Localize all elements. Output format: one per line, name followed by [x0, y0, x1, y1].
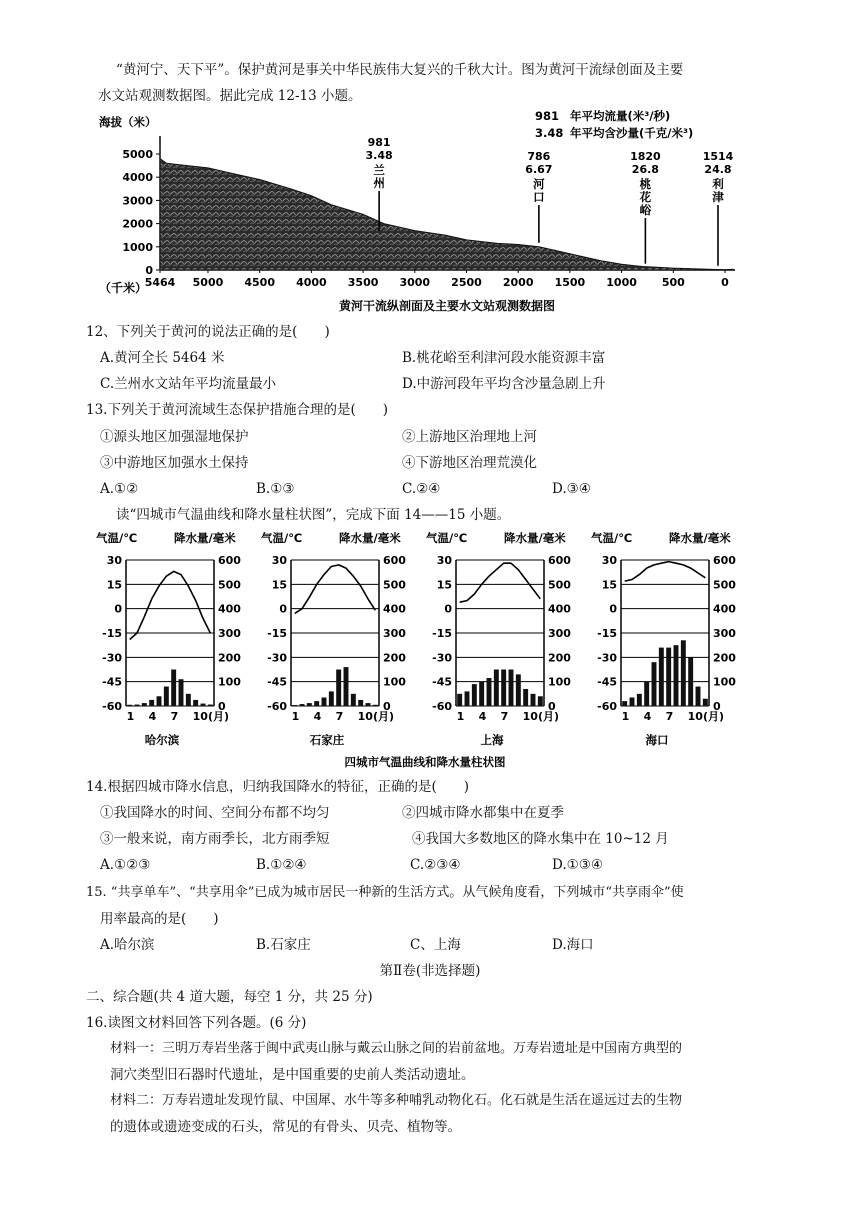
- station-sediment: 24.8: [704, 163, 732, 176]
- temp-tick-label: -60: [432, 700, 452, 713]
- climate-chart-title: 四城市气温曲线和降水量柱状图: [344, 755, 506, 769]
- precip-bar: [149, 700, 154, 706]
- temp-tick-label: 15: [601, 578, 617, 592]
- precip-bar: [666, 648, 671, 706]
- temp-tick-label: -15: [432, 627, 452, 640]
- temp-tick-label: 0: [279, 602, 287, 616]
- temp-axis-label: 气温/℃: [426, 531, 468, 545]
- precip-axis-label: 降水量/毫米: [174, 531, 236, 545]
- precip-bar: [344, 667, 349, 706]
- temperature-curve: [295, 565, 376, 614]
- station-flow: 1820: [630, 150, 661, 163]
- station-name-char: 州: [373, 176, 385, 190]
- precip-tick-label: 600: [548, 554, 571, 567]
- part2-heading: 二、综合题(共 4 道大题，每空 1 分，共 25 分): [86, 989, 373, 1005]
- profile-x-tick-label: 4500: [244, 276, 275, 289]
- precip-tick-label: 500: [383, 578, 406, 592]
- station-sediment: 26.8: [631, 163, 659, 176]
- q14-option-d: D.①③④: [552, 857, 603, 873]
- temp-tick-label: -15: [267, 627, 287, 640]
- q14-item-4: ④我国大多数地区的降水集中在 10~12 月: [412, 831, 669, 847]
- temp-tick-label: -60: [267, 700, 287, 713]
- month-tick-label: 1: [126, 710, 135, 723]
- precip-bar: [622, 701, 627, 706]
- precip-bar: [142, 703, 147, 706]
- profile-y-tick-label: 4000: [122, 171, 153, 185]
- month-tick-label: 10(月): [687, 710, 725, 723]
- intro-line-1: “黄河宁、天下平”。保护黄河是事关中华民族伟大复兴的千秋大计。图为黄河干流绿创面及主要: [116, 62, 684, 78]
- q15-stem-line-1: 15. “共享单车”、“共享用伞”已成为城市居民一种新的生活方式。从气候角度看，下列城市“共享雨伞”使: [86, 885, 684, 900]
- profile-y-tick-label: 5000: [122, 148, 153, 161]
- precip-bar: [487, 678, 492, 706]
- month-tick-label: 10(月): [522, 710, 560, 723]
- q13-item-3: ③中游地区加强水土保持: [100, 455, 249, 471]
- station-flow: 981: [367, 136, 391, 149]
- q14-stem: 14.根据四城市降水信息，归纳我国降水的特征，正确的是( ): [86, 779, 470, 795]
- month-tick-label: 10(月): [192, 710, 230, 723]
- q15-stem-line-2: 用率最高的是( ): [100, 911, 219, 927]
- precip-bar: [179, 679, 184, 706]
- temp-tick-label: 15: [106, 578, 122, 592]
- legend-flow-value: 981: [535, 109, 560, 123]
- q16-material2-line-1: 材料二：万寿岩遗址发现竹鼠、中国犀、水牛等多种哺乳动物化石。化石就是生活在遥远过去的生物: [110, 1093, 683, 1108]
- station-name-char: 桃: [639, 177, 652, 191]
- temp-tick-label: 15: [436, 578, 452, 592]
- temperature-curve: [460, 563, 541, 602]
- month-tick-label: 10(月): [357, 710, 395, 723]
- precip-tick-label: 400: [218, 602, 241, 616]
- month-tick-label: 1: [621, 710, 630, 723]
- station-flow: 1514: [702, 150, 734, 163]
- month-tick-label: 4: [643, 710, 652, 723]
- q13-item-2: ②上游地区治理地上河: [402, 429, 537, 445]
- month-tick-label: 4: [478, 710, 487, 723]
- precip-bar: [688, 657, 693, 706]
- month-tick-label: 7: [170, 710, 179, 723]
- month-tick-label: 4: [148, 710, 157, 723]
- month-tick-label: 4: [313, 710, 322, 723]
- precip-tick-label: 200: [383, 651, 406, 665]
- city-name: 上海: [480, 733, 504, 747]
- precip-bar: [208, 705, 213, 706]
- temp-tick-label: -15: [597, 627, 617, 640]
- precip-tick-label: 500: [218, 578, 241, 592]
- precip-bar: [494, 670, 499, 707]
- precip-tick-label: 0: [713, 700, 721, 713]
- q12-option-a: A.黄河全长 5464 米: [100, 350, 225, 366]
- q14-option-a: A.①②③: [100, 857, 151, 873]
- precip-bar: [479, 682, 484, 706]
- four-city-climate-chart: [90, 528, 760, 774]
- q14-item-3: ③一般来说，南方雨季长，北方雨季短: [100, 831, 330, 847]
- precip-bar: [659, 648, 664, 706]
- precip-bar: [516, 674, 521, 706]
- q13-option-a: A.①②: [100, 481, 139, 497]
- precip-tick-label: 400: [713, 602, 736, 616]
- precip-tick-label: 0: [218, 700, 226, 713]
- q13-stem: 13.下列关于黄河流域生态保护措施合理的是( ): [86, 402, 389, 418]
- station-4: [703, 150, 734, 266]
- temp-tick-label: 15: [271, 578, 287, 592]
- station-name-char: 津: [712, 190, 724, 204]
- precip-tick-label: 200: [218, 651, 241, 665]
- profile-y-tick-label: 0: [145, 264, 153, 277]
- month-tick-label: 1: [456, 710, 465, 723]
- month-tick-label: 7: [335, 710, 344, 723]
- q16-material1-line-2: 洞穴类型旧石器时代遗址，是中国重要的史前人类活动遗址。: [110, 1067, 475, 1083]
- precip-bar: [300, 704, 305, 706]
- precip-bar: [457, 694, 462, 706]
- q14-item-1: ①我国降水的时间、空间分布都不均匀: [100, 805, 330, 821]
- profile-x-tick-label: 3500: [347, 276, 379, 289]
- precip-tick-label: 100: [548, 675, 571, 689]
- station-name-char: 利: [712, 177, 724, 191]
- q12-option-d: D.中游河段年平均含沙量急剧上升: [402, 376, 606, 392]
- station-2: [525, 150, 552, 243]
- profile-x-tick-label: 1000: [606, 276, 637, 289]
- precip-tick-label: 0: [383, 700, 391, 713]
- precip-bar: [538, 696, 543, 706]
- legend-sediment-value: 3.48: [535, 126, 564, 140]
- precip-bar: [644, 682, 649, 706]
- city-name: 海口: [645, 733, 669, 747]
- precip-bar: [373, 705, 378, 706]
- temperature-curve: [130, 571, 211, 639]
- climate-panel-2: [261, 531, 406, 747]
- month-tick-label: 7: [500, 710, 509, 723]
- temp-tick-label: 0: [114, 602, 122, 616]
- q15-option-b: B.石家庄: [256, 937, 311, 953]
- profile-x-tick-label: 2000: [502, 276, 534, 289]
- precip-axis-label: 降水量/毫米: [339, 531, 401, 545]
- precip-bar: [186, 694, 191, 706]
- month-tick-label: 1: [291, 710, 300, 723]
- section2-title: 第Ⅱ卷(非选择题): [379, 963, 481, 979]
- precip-bar: [157, 696, 162, 706]
- precip-bar: [322, 697, 327, 706]
- q12-option-b: B.桃花峪至利津河段水能资源丰富: [402, 350, 606, 366]
- profile-x-tick-label: 5464: [144, 276, 176, 289]
- q13-item-4: ④下游地区治理荒漠化: [402, 455, 537, 471]
- temp-tick-label: -30: [432, 651, 452, 665]
- precip-bar: [637, 694, 642, 706]
- precip-tick-label: 300: [548, 627, 571, 640]
- q13-option-b: B.①③: [256, 481, 295, 497]
- precip-tick-label: 100: [218, 675, 241, 689]
- q12-stem: 12、下列关于黄河的说法正确的是( ): [86, 324, 330, 340]
- precip-bar: [292, 705, 297, 706]
- precip-tick-label: 400: [383, 602, 406, 616]
- q12-option-c: C.兰州水文站年平均流量最小: [100, 376, 277, 392]
- precip-bar: [531, 694, 536, 706]
- station-sediment: 6.67: [525, 163, 553, 176]
- city-name: 石家庄: [309, 733, 345, 747]
- q14-option-b: B.①②④: [256, 857, 307, 873]
- profile-y-tick-label: 3000: [122, 194, 153, 208]
- profile-x-tick-label: 500: [661, 276, 685, 289]
- precip-tick-label: 100: [713, 675, 736, 689]
- precip-tick-label: 400: [548, 602, 571, 616]
- station-flow: 786: [527, 150, 551, 163]
- precip-tick-label: 500: [548, 578, 571, 592]
- q13-option-d: D.③④: [552, 481, 591, 497]
- precip-bar: [465, 691, 470, 706]
- temp-axis-label: 气温/℃: [591, 531, 633, 545]
- station-sediment: 3.48: [365, 149, 393, 162]
- month-tick-label: 7: [665, 710, 674, 723]
- q14-option-c: C.②③④: [410, 857, 461, 873]
- temp-tick-label: -45: [267, 675, 287, 689]
- q15-option-d: D.海口: [552, 937, 594, 953]
- profile-y-tick-label: 1000: [122, 240, 153, 254]
- precip-bar: [164, 687, 169, 706]
- profile-x-tick-label: 4000: [296, 276, 327, 289]
- precip-tick-label: 200: [713, 651, 736, 665]
- precip-bar: [696, 687, 701, 706]
- temp-tick-label: -15: [102, 627, 122, 640]
- q15-option-a: A.哈尔滨: [100, 937, 155, 953]
- q13-option-c: C.②④: [402, 481, 441, 497]
- temp-tick-label: -45: [102, 675, 122, 689]
- precip-tick-label: 600: [218, 554, 241, 567]
- profile-y-tick-label: 2000: [122, 217, 153, 231]
- station-name-char: 峪: [639, 203, 652, 217]
- city-name: 哈尔滨: [144, 733, 180, 747]
- temp-axis-label: 气温/℃: [261, 531, 303, 545]
- station-name-char: 河: [533, 177, 545, 191]
- precip-axis-label: 降水量/毫米: [504, 531, 566, 545]
- precip-bar: [314, 701, 319, 706]
- profile-y-axis-label: 海拔（米）: [99, 115, 157, 129]
- intro-climate: 读“四城市气温曲线和降水量柱状图”，完成下面 14——15 小题。: [116, 507, 511, 523]
- climate-panel-4: [591, 531, 736, 747]
- precip-bar: [201, 704, 206, 706]
- precip-tick-label: 600: [713, 554, 736, 567]
- intro-line-2: 水文站观测数据图。据此完成 12-13 小题。: [98, 88, 362, 104]
- profile-x-tick-label: 3000: [399, 276, 431, 289]
- profile-title: 黄河干流纵剖面及主要水文站观测数据图: [338, 299, 556, 313]
- temp-tick-label: 30: [601, 554, 617, 567]
- precip-bar: [336, 670, 341, 707]
- q16-stem: 16.读图文材料回答下列各题。(6 分): [86, 1015, 307, 1031]
- temp-tick-label: -45: [432, 675, 452, 689]
- legend-sediment: 年平均含沙量(千克/米³): [570, 126, 694, 140]
- temp-tick-label: -60: [102, 700, 122, 713]
- climate-panel-1: [96, 531, 241, 747]
- precip-bar: [674, 645, 679, 706]
- station-3: [630, 150, 661, 264]
- precip-bar: [366, 703, 371, 706]
- temp-axis-label: 气温/℃: [96, 531, 138, 545]
- temp-tick-label: 30: [271, 554, 287, 567]
- precip-bar: [307, 703, 312, 706]
- precip-tick-label: 0: [548, 700, 556, 713]
- temp-tick-label: -60: [597, 700, 617, 713]
- q16-material2-line-2: 的遗体或遗迹变成的石头，常见的有骨头、贝壳、植物等。: [110, 1119, 461, 1135]
- temp-tick-label: -30: [102, 651, 122, 665]
- profile-x-tick-label: 1500: [554, 276, 586, 289]
- precip-bar: [523, 689, 528, 706]
- profile-x-tick-label: 5000: [192, 276, 224, 289]
- precip-axis-label: 降水量/毫米: [669, 531, 731, 545]
- precip-bar: [193, 700, 198, 706]
- legend-flow: 年平均流量(米³/秒): [570, 109, 671, 123]
- yellow-river-profile-chart: [95, 106, 755, 318]
- temperature-curve: [625, 562, 706, 582]
- temp-tick-label: -30: [267, 651, 287, 665]
- precip-tick-label: 100: [383, 675, 406, 689]
- q14-item-2: ②四城市降水都集中在夏季: [402, 805, 564, 821]
- profile-x-tick-label: 0: [721, 276, 729, 289]
- temp-tick-label: 30: [106, 554, 122, 567]
- profile-x-axis-label: （千米）: [99, 281, 148, 295]
- precip-tick-label: 300: [383, 627, 406, 640]
- precip-tick-label: 600: [383, 554, 406, 567]
- profile-x-tick-label: 2500: [451, 276, 482, 289]
- precip-tick-label: 200: [548, 651, 571, 665]
- temp-tick-label: 0: [444, 602, 452, 616]
- q16-material1-line-1: 材料一：三明万寿岩坐落于闽中武夷山脉与戴云山脉之间的岩前盆地。万寿岩遗址是中国南方典型的: [110, 1041, 683, 1056]
- q15-option-c: C、上海: [410, 937, 461, 953]
- precip-tick-label: 300: [713, 627, 736, 640]
- precip-bar: [127, 705, 132, 706]
- precip-bar: [329, 691, 334, 706]
- temp-tick-label: -30: [597, 651, 617, 665]
- precip-bar: [703, 699, 708, 706]
- station-name-char: 花: [639, 190, 652, 204]
- precip-bar: [351, 694, 356, 706]
- station-name-char: 兰: [373, 163, 385, 177]
- station-name-char: 口: [533, 190, 545, 204]
- temp-tick-label: -45: [597, 675, 617, 689]
- climate-panel-3: [426, 531, 571, 747]
- precip-bar: [509, 670, 514, 707]
- precip-bar: [501, 670, 506, 707]
- temp-tick-label: 30: [436, 554, 452, 567]
- precip-bar: [630, 697, 635, 706]
- precip-bar: [681, 640, 686, 706]
- precip-tick-label: 500: [713, 578, 736, 592]
- precip-bar: [652, 662, 657, 706]
- precip-tick-label: 300: [218, 627, 241, 640]
- precip-bar: [358, 700, 363, 706]
- precip-bar: [171, 670, 176, 707]
- q13-item-1: ①源头地区加强湿地保护: [100, 429, 249, 445]
- temp-tick-label: 0: [609, 602, 617, 616]
- precip-bar: [472, 684, 477, 706]
- precip-bar: [135, 705, 140, 706]
